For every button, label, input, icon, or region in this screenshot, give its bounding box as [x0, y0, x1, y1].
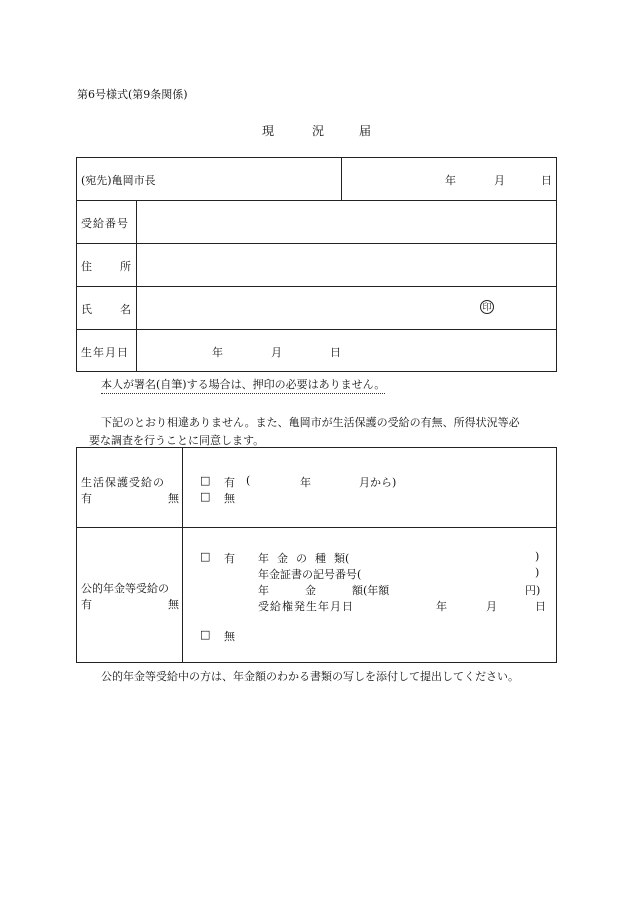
pension-cert-label: 年金証書の記号番号( [258, 568, 362, 581]
pension-start-year: 年 [436, 600, 447, 613]
pension-yes-label: 有 [224, 552, 235, 565]
welfare-month-from-label: 月から) [359, 476, 397, 489]
birth-month-label: 月 [271, 346, 282, 359]
seal-icon: 印 [480, 300, 494, 314]
welfare-label-2b: 無 [168, 492, 179, 505]
pension-no-label: 無 [224, 630, 235, 643]
welfare-yes-label: 有 [224, 476, 235, 489]
name-label-b: 名 [120, 303, 131, 316]
recipient-number-label: 受給番号 [81, 217, 129, 230]
birthdate-label: 生年月日 [81, 346, 129, 359]
welfare-no-label: 無 [224, 492, 235, 505]
signature-note: 本人が署名(自筆)する場合は、押印の必要はありません。 [101, 376, 385, 394]
attachment-note: 公的年金等受給中の方は、年金額のわかる書類の写しを添付して提出してください。 [101, 670, 519, 683]
address-label-b: 所 [120, 260, 131, 273]
date-year-label: 年 [445, 174, 456, 187]
birth-year-label: 年 [212, 346, 223, 359]
welfare-label-1: 生活保護受給の [81, 476, 165, 489]
pension-type-close: ) [535, 550, 540, 563]
welfare-no-checkbox[interactable]: □ [200, 490, 211, 503]
consent-line-2: 要な調査を行うことに同意します。 [89, 434, 265, 447]
divider [182, 447, 183, 663]
welfare-paren: ( [246, 474, 251, 487]
title-char: 届 [359, 124, 372, 138]
form-number: 第6号様式(第9条関係) [77, 88, 188, 101]
date-day-label: 日 [541, 174, 552, 187]
birth-day-label: 日 [330, 346, 341, 359]
address-label-a: 住 [81, 260, 92, 273]
address-field[interactable] [137, 244, 556, 285]
consent-line-1: 下記のとおり相違ありません。また、亀岡市が生活保護の受給の有無、所得状況等必 [101, 416, 520, 429]
welfare-year-label: 年 [300, 476, 311, 489]
pension-cert-close: ) [535, 566, 540, 579]
welfare-yes-checkbox[interactable]: □ [200, 474, 211, 487]
welfare-label-2a: 有 [81, 492, 92, 505]
divider [341, 157, 342, 200]
pension-start-day: 日 [535, 600, 546, 613]
pension-label-2b: 無 [168, 598, 179, 611]
pension-label-1: 公的年金等受給の [81, 582, 169, 595]
title-char: 現 [262, 124, 275, 138]
pension-start-month: 月 [486, 600, 497, 613]
name-label-a: 氏 [81, 303, 92, 316]
recipient-number-field[interactable] [137, 201, 556, 242]
title-char: 況 [312, 124, 325, 138]
pension-yes-checkbox[interactable]: □ [200, 550, 211, 563]
pension-no-checkbox[interactable]: □ [200, 628, 211, 641]
pension-start-label: 受給権発生年月日 [258, 600, 354, 613]
addressee: (宛先)亀岡市長 [81, 174, 156, 187]
divider [76, 527, 557, 528]
pension-yen-label: 円) [525, 584, 541, 597]
date-month-label: 月 [494, 174, 505, 187]
pension-label-2a: 有 [81, 598, 92, 611]
divider [76, 329, 557, 330]
